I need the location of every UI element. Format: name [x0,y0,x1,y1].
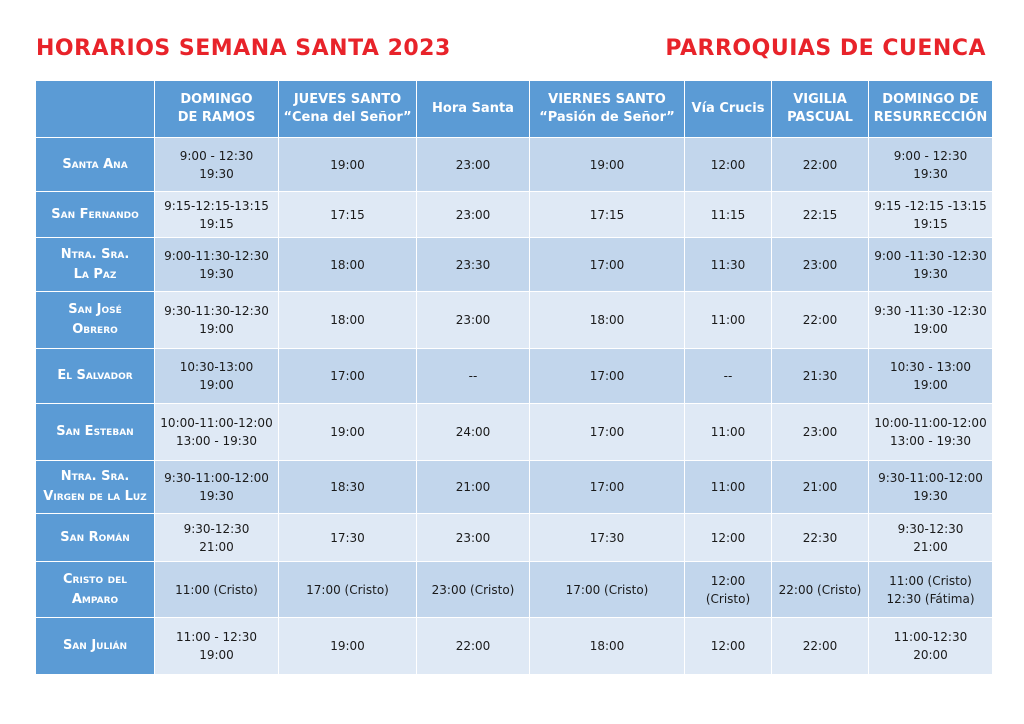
schedule-cell [685,138,772,192]
parish-name [36,138,155,192]
schedule-time: 12:30 (Fátima) [886,591,975,606]
column-header-line: “Pasión de Señor” [539,110,675,125]
parish-name [36,461,155,514]
schedule-cell [417,292,530,349]
schedule-time: 19:00 [913,378,948,392]
schedule-cell [279,238,417,292]
schedule-cell [869,349,993,404]
parish-name [36,292,155,349]
parish-name-line: Cristo del [63,571,127,587]
schedule-time: 17:30 [330,530,365,545]
parish-name [36,349,155,404]
schedule-cell [685,562,772,618]
parish-name-line: Ntra. Sra. [60,469,130,484]
schedule-time: 18:30 [330,480,365,494]
schedule-cell [155,461,279,514]
schedule-time: 9:00 - 12:30 [179,148,254,163]
header-row [36,81,993,138]
schedule-time: 23:00 (Cristo) [431,582,515,597]
schedule-time: 21:00 [455,480,491,494]
schedule-time: 19:00 [199,322,234,336]
schedule-cell [772,192,869,238]
schedule-time: 22:00 [802,639,838,653]
column-header [869,81,993,138]
schedule-time: 11:00 (Cristo) [889,573,972,588]
column-header [155,81,279,138]
schedule-time: 12:00 [710,639,746,653]
schedule-cell [772,349,869,404]
schedule-time: 23:00 [455,313,491,327]
schedule-cell [155,404,279,461]
parish-name-line: San Esteban [56,424,134,439]
table-row [36,618,993,675]
schedule-time: 22:00 [802,313,838,327]
schedule-time: 9:30-11:00-12:00 [878,471,983,485]
schedule-time: 9:15-12:15-13:15 [164,198,269,213]
schedule-cell [869,238,993,292]
column-header-line: VIERNES SANTO [548,92,666,107]
schedule-cell [772,618,869,675]
schedule-time: 19:30 [913,166,948,181]
schedule-time: 19:00 [330,157,365,172]
schedule-cell [869,292,993,349]
schedule-cell [155,292,279,349]
schedule-time: 17:00 (Cristo) [565,582,649,597]
column-header [772,81,869,138]
schedule-time: 21:30 [802,369,838,383]
schedule-cell [685,618,772,675]
schedule-time: 18:00 [589,639,625,653]
schedule-time: 17:00 [589,480,625,494]
table-row [36,238,993,292]
schedule-time: 19:00 [913,322,948,336]
schedule-time: 17:15 [589,207,625,222]
column-header [530,81,685,138]
schedule-time: 18:00 [330,257,365,272]
schedule-cell [417,562,530,618]
schedule-time: 22:15 [802,207,838,222]
schedule-time: 23:00 [455,157,491,172]
schedule-time: 12:00 [710,530,746,545]
schedule-time: 19:00 [199,378,234,392]
schedule-cell [869,404,993,461]
schedule-cell [685,192,772,238]
schedule-cell [530,562,685,618]
schedule-cell [685,292,772,349]
schedule-time: 19:00 [330,425,365,439]
column-header [417,81,530,138]
parish-name-line: El Salvador [57,368,133,383]
column-header-line: RESURRECCIÓN [873,110,988,125]
schedule-cell [155,138,279,192]
schedule-time: 9:00-11:30-12:30 [164,248,269,263]
schedule-time: 22:30 [802,530,838,545]
schedule-cell [279,562,417,618]
schedule-time: 19:00 [199,648,234,662]
schedule-cell [155,514,279,562]
schedule-time: 21:00 [199,539,234,554]
schedule-cell [279,349,417,404]
schedule-cell [417,138,530,192]
schedule-time: 11:00 [710,313,746,327]
schedule-cell [685,404,772,461]
schedule-time: 9:30-12:30 [183,521,250,536]
column-header-line: DOMINGO DE [882,92,979,107]
parish-name [36,404,155,461]
parish-name-line: San José [68,302,122,317]
schedule-time: 23:30 [455,257,491,272]
schedule-cell [530,514,685,562]
parish-name-line: Ntra. Sra. [60,246,130,262]
schedule-time: 18:00 [589,313,625,327]
schedule-time: 9:30 -11:30 -12:30 [874,304,987,318]
schedule-cell [417,618,530,675]
schedule-cell [772,138,869,192]
schedule-cell [417,238,530,292]
schedule-time: 17:15 [330,207,365,222]
corner-cell [36,81,155,138]
schedule-time: 20:00 [913,648,948,662]
schedule-time: 22:00 (Cristo) [778,582,862,597]
schedule-time: 19:00 [330,639,365,653]
schedule-cell [869,562,993,618]
schedule-time: 17:00 (Cristo) [306,582,389,597]
parish-name [36,238,155,292]
table-row [36,292,993,349]
schedule-time: 10:30-13:00 [179,360,254,374]
schedule-cell [685,349,772,404]
schedule-time: 19:30 [199,489,234,503]
page-subtitle: PARROQUIAS DE CUENCA [665,36,986,61]
schedule-cell [772,562,869,618]
schedule-time: 12:00 [710,573,746,588]
parish-name-line: San Román [60,529,130,545]
schedule-cell [530,618,685,675]
table-row [36,461,993,514]
schedule-time: 9:30-11:30-12:30 [164,304,269,318]
schedule-cell [685,238,772,292]
schedule-time: 10:00-11:00-12:00 [874,416,987,430]
schedule-cell [155,349,279,404]
column-header-line: Vía Crucis [691,101,765,116]
schedule-time: (Cristo) [705,591,751,606]
page-title: HORARIOS SEMANA SANTA 2023 [36,36,451,61]
schedule-time: -- [468,369,478,383]
schedule-cell [417,404,530,461]
schedule-cell [869,192,993,238]
schedule-time: 9:30-11:00-12:00 [164,471,269,485]
column-header-line: VIGILIA [793,92,847,107]
schedule-time: 13:00 - 19:30 [175,434,258,448]
column-header-line: JUEVES SANTO [293,92,402,107]
column-header-line: DOMINGO [180,92,253,107]
schedule-cell [155,618,279,675]
schedule-cell [772,292,869,349]
column-header-line: DE RAMOS [177,110,256,125]
schedule-cell [772,238,869,292]
schedule-time: 10:00-11:00-12:00 [160,416,273,430]
column-header-line: PASCUAL [787,110,853,125]
parish-name-line: San Julián [62,638,128,653]
parish-name-line: Virgen de la Luz [43,489,147,504]
parish-name-line: Santa Ana [62,156,128,172]
schedule-cell [869,618,993,675]
schedule-time: 19:00 [589,157,625,172]
schedule-cell [417,349,530,404]
schedule-cell [530,349,685,404]
column-header-line: “Cena del Señor” [283,110,412,125]
schedule-time: 11:30 [710,257,746,272]
schedule-time: 21:00 [802,480,838,494]
schedule-time: -- [723,369,733,383]
table-row [36,404,993,461]
schedule-cell [279,618,417,675]
schedule-time: 11:00 [710,480,746,494]
schedule-time: 19:30 [913,489,948,503]
schedule-cell [685,514,772,562]
schedule-cell [279,404,417,461]
schedule-time: 18:00 [330,313,365,327]
schedule-time: 11:15 [710,207,746,222]
table-row [36,562,993,618]
schedule-cell [279,461,417,514]
schedule-cell [530,292,685,349]
column-header-line: Hora Santa [432,101,514,116]
parish-name-line: La Paz [73,266,117,282]
schedule-time: 13:00 - 19:30 [889,434,972,448]
schedule-cell [869,514,993,562]
schedule-time: 22:00 [802,157,838,172]
schedule-time: 23:00 [455,530,491,545]
schedule-cell [685,461,772,514]
schedule-time: 19:30 [913,266,948,281]
schedule-time: 22:00 [455,639,491,653]
schedule-time: 11:00 (Cristo) [175,582,258,597]
schedule-cell [417,461,530,514]
column-header [685,81,772,138]
schedule-time: 9:15 -12:15 -13:15 [874,198,987,213]
schedule-time: 23:00 [802,257,838,272]
parish-name [36,192,155,238]
schedule-time: 10:30 - 13:00 [889,360,972,374]
schedule-time: 19:30 [199,166,234,181]
schedule-cell [530,461,685,514]
schedule-time: 17:00 [589,257,625,272]
schedule-cell [417,192,530,238]
schedule-time: 23:00 [802,425,838,439]
table-body [36,138,993,675]
schedule-cell [155,562,279,618]
schedule-cell [772,514,869,562]
schedule-time: 17:00 [330,369,365,383]
schedule-cell [869,138,993,192]
schedule-time: 9:00 - 12:30 [893,148,968,163]
schedule-table [35,80,993,675]
schedule-cell [869,461,993,514]
schedule-time: 21:00 [913,539,948,554]
table-header [36,81,993,138]
schedule-cell [155,192,279,238]
column-header [279,81,417,138]
schedule-time: 23:00 [455,207,491,222]
schedule-cell [155,238,279,292]
schedule-time: 17:30 [589,530,625,545]
schedule-time: 11:00 [710,425,746,439]
schedule-cell [772,404,869,461]
schedule-cell [530,192,685,238]
parish-name [36,514,155,562]
parish-name-line: Obrero [72,322,118,337]
schedule-time: 24:00 [455,425,491,439]
parish-name-line: Amparo [71,591,119,607]
table-row [36,192,993,238]
table-row [36,138,993,192]
schedule-cell [417,514,530,562]
schedule-time: 11:00-12:30 [893,630,968,644]
schedule-time: 9:00 -11:30 -12:30 [874,248,987,263]
schedule-time: 19:30 [199,266,234,281]
schedule-time: 12:00 [710,157,746,172]
schedule-cell [530,238,685,292]
schedule-time: 19:15 [199,216,234,231]
schedule-cell [279,192,417,238]
schedule-cell [279,138,417,192]
schedule-cell [772,461,869,514]
schedule-time: 17:00 [589,369,625,383]
schedule-cell [530,404,685,461]
table-row [36,514,993,562]
schedule-time: 11:00 - 12:30 [175,630,258,644]
parish-name-line: San Fernando [51,206,139,222]
schedule-cell [279,292,417,349]
parish-name [36,562,155,618]
schedule-cell [530,138,685,192]
schedule-time: 9:30-12:30 [897,521,964,536]
schedule-time: 17:00 [589,425,625,439]
table-row [36,349,993,404]
schedule-time: 19:15 [913,216,948,231]
parish-name [36,618,155,675]
schedule-cell [279,514,417,562]
